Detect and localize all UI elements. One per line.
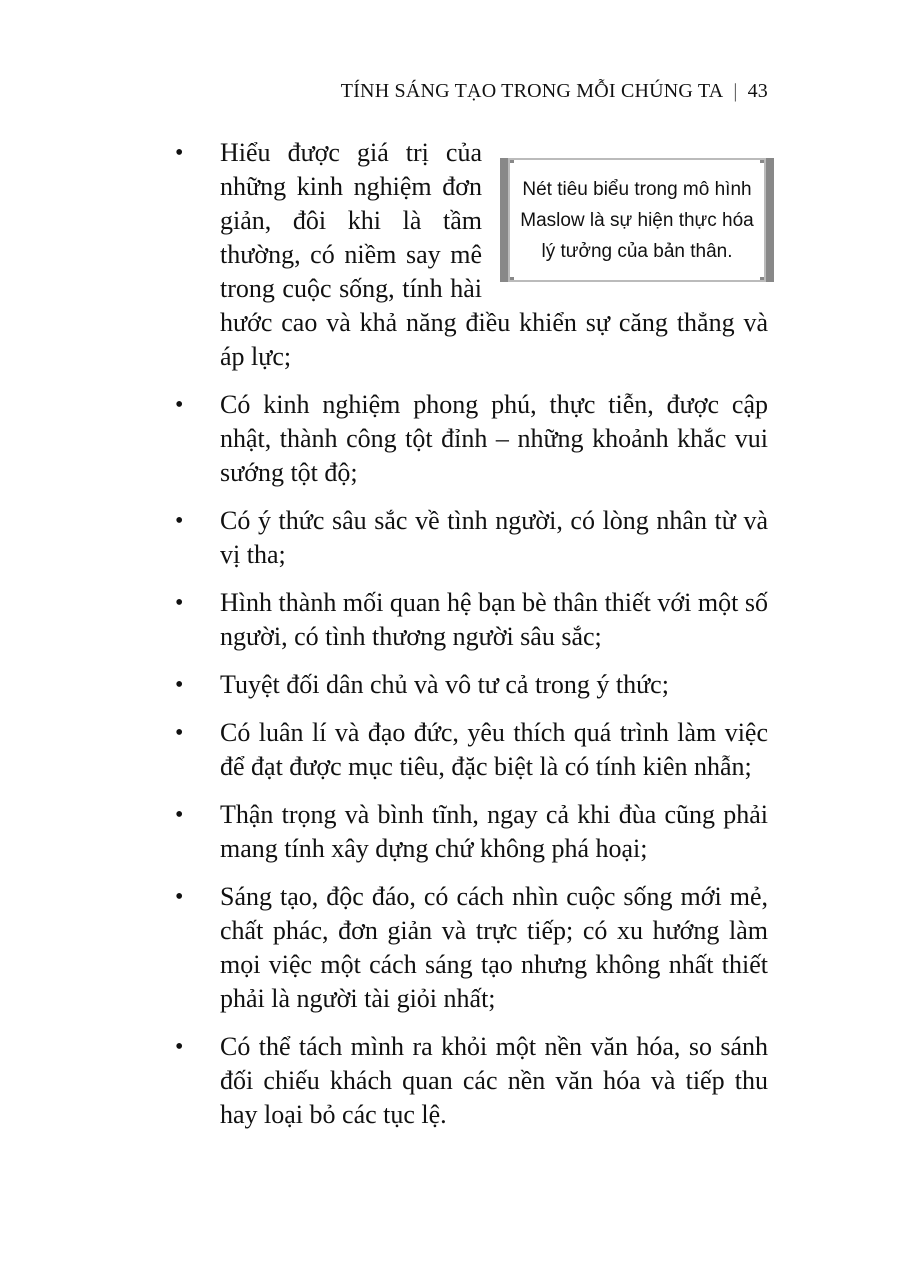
bullet-icon: •: [175, 140, 184, 166]
bullet-list: [172, 136, 768, 1146]
header-separator: |: [733, 80, 738, 102]
bullet-icon: •: [175, 590, 184, 616]
bullet-icon: •: [175, 672, 184, 698]
callout-inner: [508, 158, 766, 282]
bullet-icon: •: [175, 884, 184, 910]
list-item-text: Hình thành mối quan hệ bạn bè thân thiết với một số người, có tình thương người sâu sắc;: [220, 588, 768, 651]
bullet-icon: •: [175, 1034, 184, 1060]
list-item: [172, 716, 768, 784]
bullet-icon: •: [175, 508, 184, 534]
list-item: [172, 798, 768, 866]
list-item: [172, 880, 768, 1016]
list-item-text: Có kinh nghiệm phong phú, thực tiễn, được cập nhật, thành công tột đỉnh – những khoảnh khắc vui sướng tột độ;: [220, 390, 768, 487]
pull-quote-box: [500, 150, 774, 282]
list-item-text: Sáng tạo, độc đáo, có cách nhìn cuộc sống mới mẻ, chất phác, đơn giản và trực tiếp; có xu hướng làm mọi việc một cách sáng tạo nhưng không nhất thiết phải là người tài giỏi nhất;: [220, 882, 768, 1013]
list-item-text: Tuyệt đối dân chủ và vô tư cả trong ý thức;: [220, 670, 669, 699]
bullet-icon: •: [175, 802, 184, 828]
list-item-text: Thận trọng và bình tĩnh, ngay cả khi đùa cũng phải mang tính xây dựng chứ không phá hoại;: [220, 800, 768, 863]
list-item-text: Có luân lí và đạo đức, yêu thích quá trình làm việc để đạt được mục tiêu, đặc biệt là có tính kiên nhẫn;: [220, 718, 768, 781]
bullet-icon: •: [175, 720, 184, 746]
list-item: [172, 668, 768, 702]
list-item: [172, 504, 768, 572]
running-title: TÍNH SÁNG TẠO TRONG MỖI CHÚNG TA: [340, 80, 724, 102]
bullet-icon: •: [175, 392, 184, 418]
list-item-text: Hiểu được giá trị của những kinh nghiệm đơn giản, đôi khi là tầm thường, có niềm say mê trong cuộc sống, tính hài hước cao và khả năng điều khiển sự căng thẳng và áp lực;: [220, 138, 768, 371]
running-header: [341, 80, 768, 103]
list-item-text: Có thể tách mình ra khỏi một nền văn hóa, so sánh đối chiếu khách quan các nền văn hóa và tiếp thu hay loại bỏ các tục lệ.: [220, 1032, 768, 1129]
list-item: [172, 388, 768, 490]
list-item: [172, 1030, 768, 1132]
list-item: [172, 586, 768, 654]
callout-text: Nét tiêu biểu trong mô hình Maslow là sự hiện thực hóa lý tưởng của bản thân.: [520, 178, 754, 262]
list-item: [172, 136, 768, 374]
list-item-text: Có ý thức sâu sắc về tình người, có lòng nhân từ và vị tha;: [220, 506, 768, 569]
page-number: 43: [747, 80, 768, 102]
